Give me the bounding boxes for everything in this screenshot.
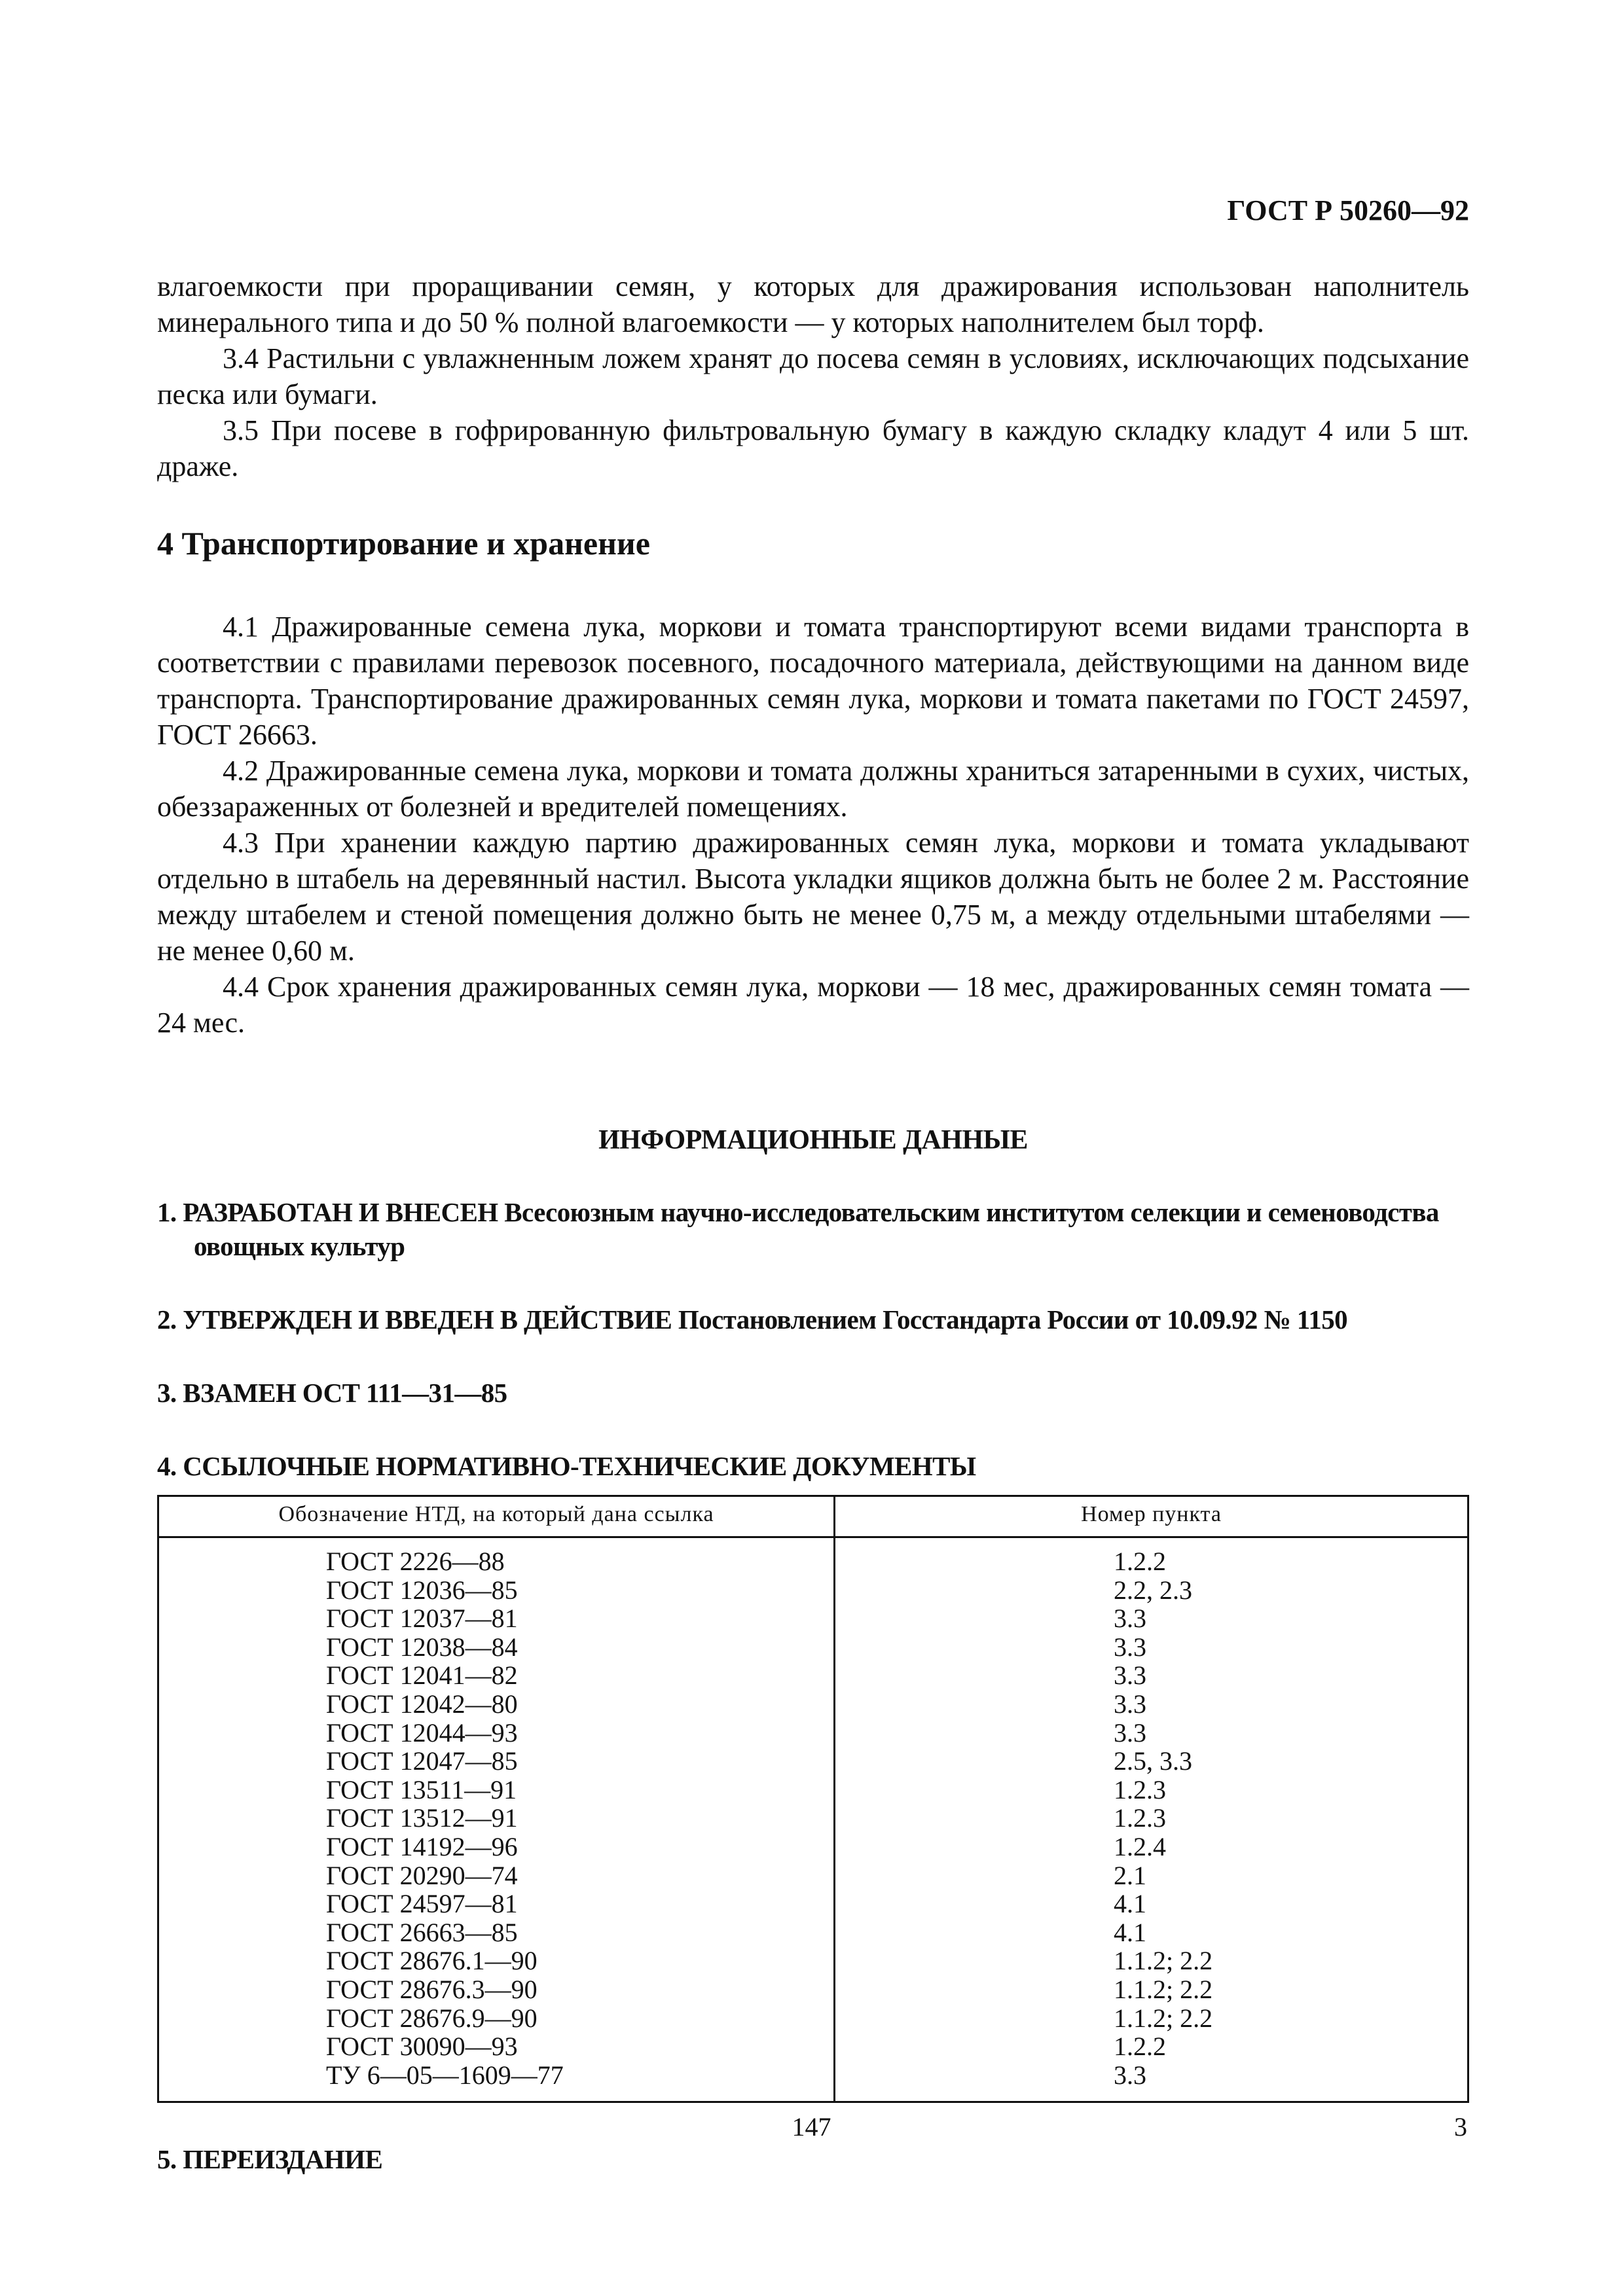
paragraph-4-4: 4.4 Срок хранения дражированных семян лука, моркови — 18 мес, дражированных семян томата — 24 мес.	[157, 971, 1469, 1039]
info-item-references: 4. ССЫЛОЧНЫЕ НОРМАТИВНО-ТЕХНИЧЕСКИЕ ДОКУМЕНТЫ	[157, 1451, 976, 1481]
info-item-reissue: 5. ПЕРЕИЗДАНИЕ	[157, 2144, 383, 2175]
table-cell-designation: ГОСТ 2226—88	[326, 1547, 505, 1576]
table-cell-designation: ТУ 6—05—1609—77	[326, 2060, 564, 2090]
table-cell-designation: ГОСТ 20290—74	[326, 1860, 518, 1890]
table-cell-designation: ГОСТ 28676.3—90	[326, 1974, 538, 2004]
paragraph-3-5: 3.5 При посеве в гофрированную фильтровальную бумагу в каждую складку кладут 4 или 5 шт. драже.	[157, 414, 1469, 482]
table-cell-designation: ГОСТ 28676.9—90	[326, 2003, 538, 2033]
table-cell-designation: ГОСТ 13512—91	[326, 1803, 518, 1833]
info-item-replaces: 3. ВЗАМЕН ОСТ 111—31—85	[157, 1378, 507, 1408]
table-cell-clause: 1.1.2; 2.2	[1114, 1946, 1213, 1976]
table-cell-clause: 2.5, 3.3	[1114, 1746, 1192, 1776]
table-cell-clause: 3.3	[1114, 2060, 1146, 2090]
designation-column	[158, 1537, 835, 2102]
paragraph-continuation: влагоемкости при проращивании семян, у которых для дражирования использован наполнитель минерального типа и до 50 % полной влагоемкости — у которых наполнителем был торф.	[157, 270, 1469, 338]
table-cell-clause: 1.1.2; 2.2	[1114, 1974, 1213, 2004]
info-data-title: ИНФОРМАЦИОННЫЕ ДАННЫЕ	[598, 1125, 1028, 1155]
table-cell-clause: 1.1.2; 2.2	[1114, 2003, 1213, 2033]
table-cell-clause: 4.1	[1114, 1889, 1146, 1919]
table-cell-designation: ГОСТ 13511—91	[326, 1774, 517, 1804]
table-cell-designation: ГОСТ 28676.1—90	[326, 1946, 538, 1976]
header-clause-number: Номер пункта	[835, 1496, 1468, 1537]
page-number-right: 3	[1454, 2112, 1467, 2142]
document-code: ГОСТ Р 50260—92	[1227, 194, 1469, 226]
table-cell-clause: 1.2.2	[1114, 2032, 1166, 2062]
reference-table-header-row	[158, 1496, 1468, 1537]
table-cell-designation: ГОСТ 12038—84	[326, 1632, 518, 1662]
reference-table-body	[158, 1537, 1468, 2102]
paragraph-4-2: 4.2 Дражированные семена лука, моркови и томата должны храниться затаренными в сухих, чистых, обеззараженных от болезней и вредителей помещениях.	[157, 755, 1469, 823]
section-4-title: 4 Транспортирование и хранение	[157, 525, 650, 562]
table-cell-clause: 2.2, 2.3	[1114, 1575, 1192, 1605]
table-cell-clause: 1.2.2	[1114, 1547, 1166, 1576]
paragraph-4-1: 4.1 Дражированные семена лука, моркови и томата транспортируют всеми видами транспорта в соответствии с правилами перевозок посевного, посадочного материала, действующими на данном виде транспорта. Транспортирование дражированных семян лука, моркови и томата пакетами по ГОСТ 24597, ГОСТ 26663.	[157, 611, 1469, 751]
clause-number-column	[835, 1537, 1468, 2102]
content-area	[157, 268, 1469, 2215]
table-cell-designation: ГОСТ 12041—82	[326, 1660, 518, 1691]
paragraph-3-4: 3.4 Растильни с увлажненным ложем хранят до посева семян в условиях, исключающих подсыхание песка или бумаги.	[157, 342, 1469, 410]
table-cell-designation: ГОСТ 12047—85	[326, 1746, 518, 1776]
table-cell-clause: 3.3	[1114, 1689, 1146, 1719]
table-cell-clause: 3.3	[1114, 1632, 1146, 1662]
info-item-approved: 2. УТВЕРЖДЕН И ВВЕДЕН В ДЕЙСТВИЕ Постановлением Госстандарта России от 10.09.92 № 1150	[157, 1304, 1348, 1335]
info-item-developed: 1. РАЗРАБОТАН И ВНЕСЕН Всесоюзным научно-исследовательским институтом селекции и семеноводства овощных культур	[157, 1197, 1439, 1261]
table-cell-designation: ГОСТ 14192—96	[326, 1831, 518, 1861]
table-cell-designation: ГОСТ 12037—81	[326, 1604, 518, 1634]
table-cell-designation: ГОСТ 24597—81	[326, 1889, 518, 1919]
table-cell-designation: ГОСТ 12044—93	[326, 1717, 518, 1748]
table-cell-designation: ГОСТ 12042—80	[326, 1689, 518, 1719]
table-cell-clause: 3.3	[1114, 1604, 1146, 1634]
table-cell-clause: 2.1	[1114, 1860, 1146, 1890]
table-cell-clause: 1.2.3	[1114, 1774, 1166, 1804]
table-cell-clause: 3.3	[1114, 1660, 1146, 1691]
table-cell-designation: ГОСТ 30090—93	[326, 2032, 518, 2062]
page-number-center: 147	[792, 2112, 831, 2142]
table-cell-clause: 1.2.3	[1114, 1803, 1166, 1833]
table-cell-clause: 3.3	[1114, 1717, 1146, 1748]
table-cell-designation: ГОСТ 12036—85	[326, 1575, 518, 1605]
header-designation: Обозначение НТД, на который дана ссылка	[158, 1496, 835, 1537]
table-cell-designation: ГОСТ 26663—85	[326, 1917, 518, 1947]
reference-table	[157, 1495, 1469, 2103]
paragraph-4-3: 4.3 При хранении каждую партию дражированных семян лука, моркови и томата укладывают отдельно в штабель на деревянный настил. Высота укладки ящиков должна быть не более 2 м. Расстояние между штабелем и стеной помещения должно быть не менее 0,75 м, а между отдельными штабелями — не менее 0,60 м.	[157, 827, 1469, 967]
table-cell-clause: 1.2.4	[1114, 1831, 1166, 1861]
table-cell-clause: 4.1	[1114, 1917, 1146, 1947]
